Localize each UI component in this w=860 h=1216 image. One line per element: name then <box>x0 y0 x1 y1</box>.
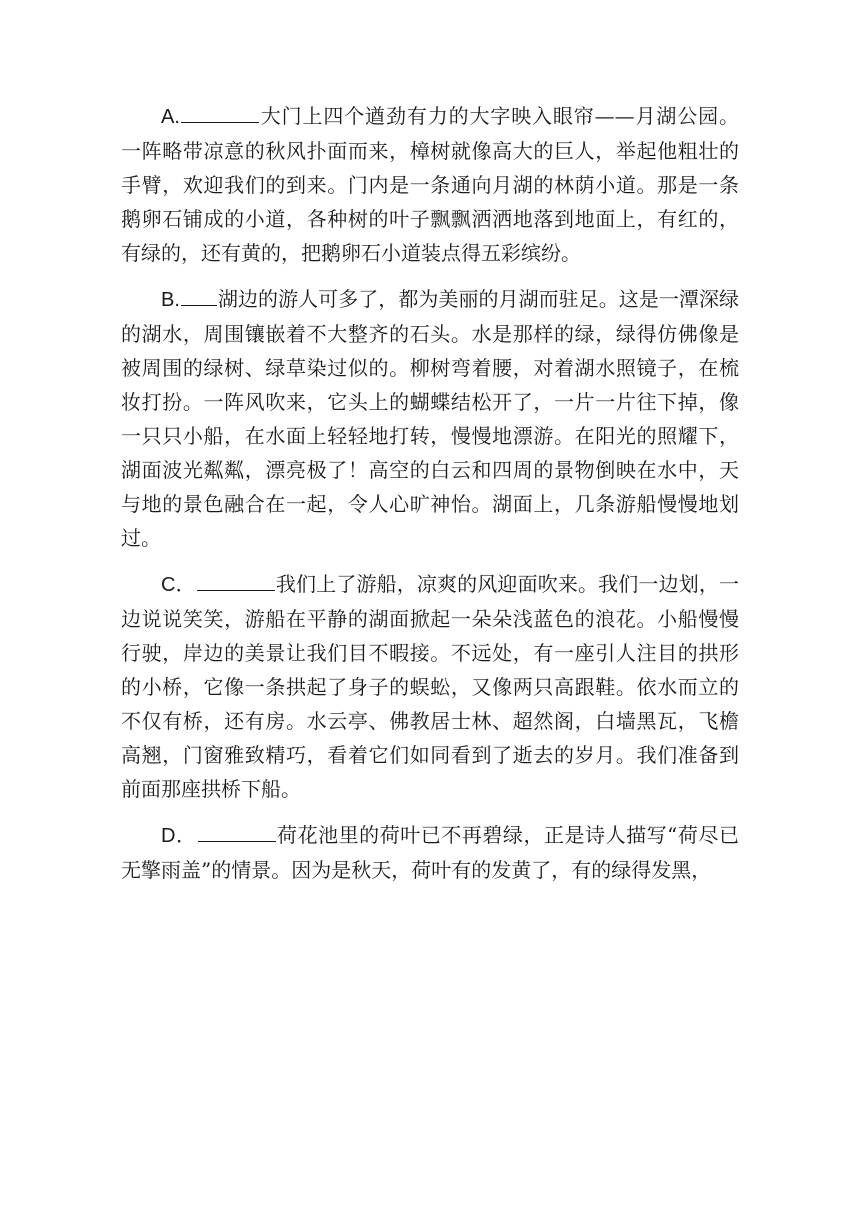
answer-blank[interactable] <box>198 817 276 842</box>
paragraph-d <box>121 817 739 887</box>
document-body <box>121 98 739 898</box>
paragraph-text: 我们上了游船，凉爽的风迎面吹来。我们一边划，一边说说笑笑，游船在平静的湖面掀起一朵朵浅蓝色的浪花。小船慢慢行驶，岸边的美景让我们目不暇接。不远处，有一座引人注目的拱形的小桥，它像一条拱起了身子的蜈蚣，又像两只高跟鞋。依水而立的不仅有桥，还有房。水云亭、佛教居士林、超然阁，白墙黑瓦，飞檐高翘，门窗雅致精巧，看着它们如同看到了逝去的岁月。我们准备到前面那座拱桥下船。 <box>121 572 739 801</box>
paragraph-text: 荷花池里的荷叶已不再碧绿，正是诗人描写“荷尽已无擎雨盖”的情景。因为是秋天，荷叶有的发黄了，有的绿得发黑， <box>121 823 739 882</box>
paragraph-label: A. <box>161 106 180 128</box>
paragraph-label: C． <box>161 574 196 596</box>
paragraph-text: 大门上四个遒劲有力的大字映入眼帘——月湖公园。一阵略带凉意的秋风扑面而来，樟树就像高大的巨人，举起他粗壮的手臂，欢迎我们的到来。门内是一条通向月湖的林荫小道。那是一条鹅卵石铺成的小道，各种树的叶子飘飘洒洒地落到地面上，有红的，有绿的，还有黄的，把鹅卵石小道装点得五彩缤纷。 <box>121 104 739 265</box>
answer-blank[interactable] <box>197 566 275 591</box>
answer-blank[interactable] <box>181 98 259 123</box>
paragraph-c <box>121 566 739 806</box>
paragraph-b <box>121 281 739 555</box>
paragraph-label: D． <box>161 825 197 847</box>
paragraph-label: B. <box>161 289 180 311</box>
paragraph-text: 湖边的游人可多了，都为美丽的月湖而驻足。这是一潭深绿的湖水，周围镶嵌着不大整齐的石头。水是那样的绿，绿得仿佛像是被周围的绿树、绿草染过似的。柳树弯着腰，对着湖水照镜子，在梳妆打扮。一阵风吹来，它头上的蝴蝶结松开了，一片一片往下掉，像一只只小船，在水面上轻轻地打转，慢慢地漂游。在阳光的照耀下，湖面波光粼粼，漂亮极了！高空的白云和四周的景物倒映在水中，天与地的景色融合在一起，令人心旷神怡。湖面上，几条游船慢慢地划过。 <box>121 287 739 550</box>
paragraph-a <box>121 98 739 270</box>
answer-blank[interactable] <box>181 281 217 306</box>
